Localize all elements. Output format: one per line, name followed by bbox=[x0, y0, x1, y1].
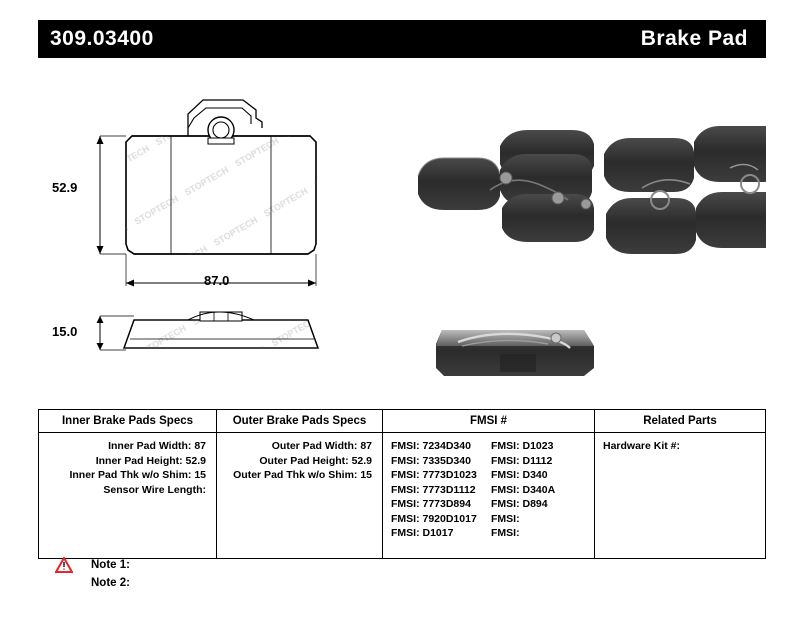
fmsi-line: FMSI: D340A bbox=[491, 483, 556, 496]
fmsi-line: FMSI: D1023 bbox=[491, 440, 554, 452]
inner-spec-line: Inner Pad Thk w/o Shim: 15 bbox=[69, 469, 206, 481]
fmsi-column-right bbox=[491, 439, 591, 541]
fmsi-line: FMSI: 7773D1112 bbox=[391, 483, 476, 496]
fmsi-line: FMSI: 7773D1023 bbox=[391, 469, 477, 481]
fmsi-column-left bbox=[391, 439, 491, 541]
header-outer-brake-pads-specs: Outer Brake Pads Specs bbox=[217, 410, 383, 432]
drawing-canvas bbox=[38, 58, 766, 403]
header-bar bbox=[38, 20, 766, 58]
fmsi-line: FMSI: D894 bbox=[491, 498, 548, 510]
side-view-outline bbox=[124, 312, 318, 348]
inner-spec-line: Sensor Wire Length: bbox=[103, 483, 206, 496]
fmsi-line: FMSI: D1017 bbox=[391, 527, 454, 539]
cell-outer-specs bbox=[217, 433, 383, 559]
note-2-label: Note 2: bbox=[91, 577, 130, 589]
fmsi-line: FMSI: D340 bbox=[491, 469, 548, 481]
specs-table-header-row bbox=[39, 410, 765, 433]
cell-inner-specs bbox=[39, 433, 217, 559]
specs-table bbox=[38, 409, 766, 559]
outer-spec-line: Outer Pad Height: 52.9 bbox=[259, 454, 372, 467]
product-type: Brake Pad bbox=[640, 27, 748, 50]
cell-fmsi bbox=[383, 433, 595, 559]
pad-photo-cluster-left bbox=[418, 130, 594, 242]
front-view-outline bbox=[126, 100, 316, 254]
dimension-label-height: 52.9 bbox=[52, 180, 78, 195]
fmsi-line: FMSI: D1112 bbox=[491, 454, 553, 467]
outer-spec-line: Outer Pad Width: 87 bbox=[271, 440, 372, 452]
inner-spec-line: Inner Pad Width: 87 bbox=[108, 440, 206, 452]
pad-photo-cluster-right bbox=[604, 126, 766, 254]
fmsi-line: FMSI: bbox=[491, 527, 520, 539]
dimension-label-thickness: 15.0 bbox=[52, 324, 78, 339]
fmsi-line: FMSI: 7920D1017 bbox=[391, 512, 477, 525]
note-row-2 bbox=[55, 574, 355, 592]
header-fmsi: FMSI # bbox=[383, 410, 595, 432]
note-1-label: Note 1: bbox=[91, 559, 130, 571]
technical-drawing bbox=[38, 58, 766, 403]
cell-related-parts bbox=[595, 433, 765, 559]
header-inner-brake-pads-specs: Inner Brake Pads Specs bbox=[39, 410, 217, 432]
fmsi-line: FMSI: 7234D340 bbox=[391, 440, 471, 452]
note-row-1 bbox=[55, 556, 355, 574]
specs-table-body-row bbox=[39, 433, 765, 559]
header-related-parts: Related Parts bbox=[643, 415, 717, 427]
fmsi-line: FMSI: 7773D894 bbox=[391, 498, 471, 510]
height-dimension bbox=[97, 136, 127, 254]
outer-spec-line: Outer Pad Thk w/o Shim: 15 bbox=[233, 469, 372, 481]
fmsi-line: FMSI: 7335D340 bbox=[391, 454, 471, 467]
pad-photo-iso bbox=[436, 330, 594, 376]
notes-section bbox=[55, 556, 355, 592]
part-number: 309.03400 bbox=[50, 27, 154, 50]
dimension-label-width: 87.0 bbox=[204, 273, 230, 288]
warning-icon bbox=[55, 557, 73, 573]
related-part-line: Hardware Kit #: bbox=[603, 440, 681, 452]
inner-spec-line: Inner Pad Height: 52.9 bbox=[95, 454, 206, 467]
fmsi-line: FMSI: bbox=[491, 512, 520, 525]
